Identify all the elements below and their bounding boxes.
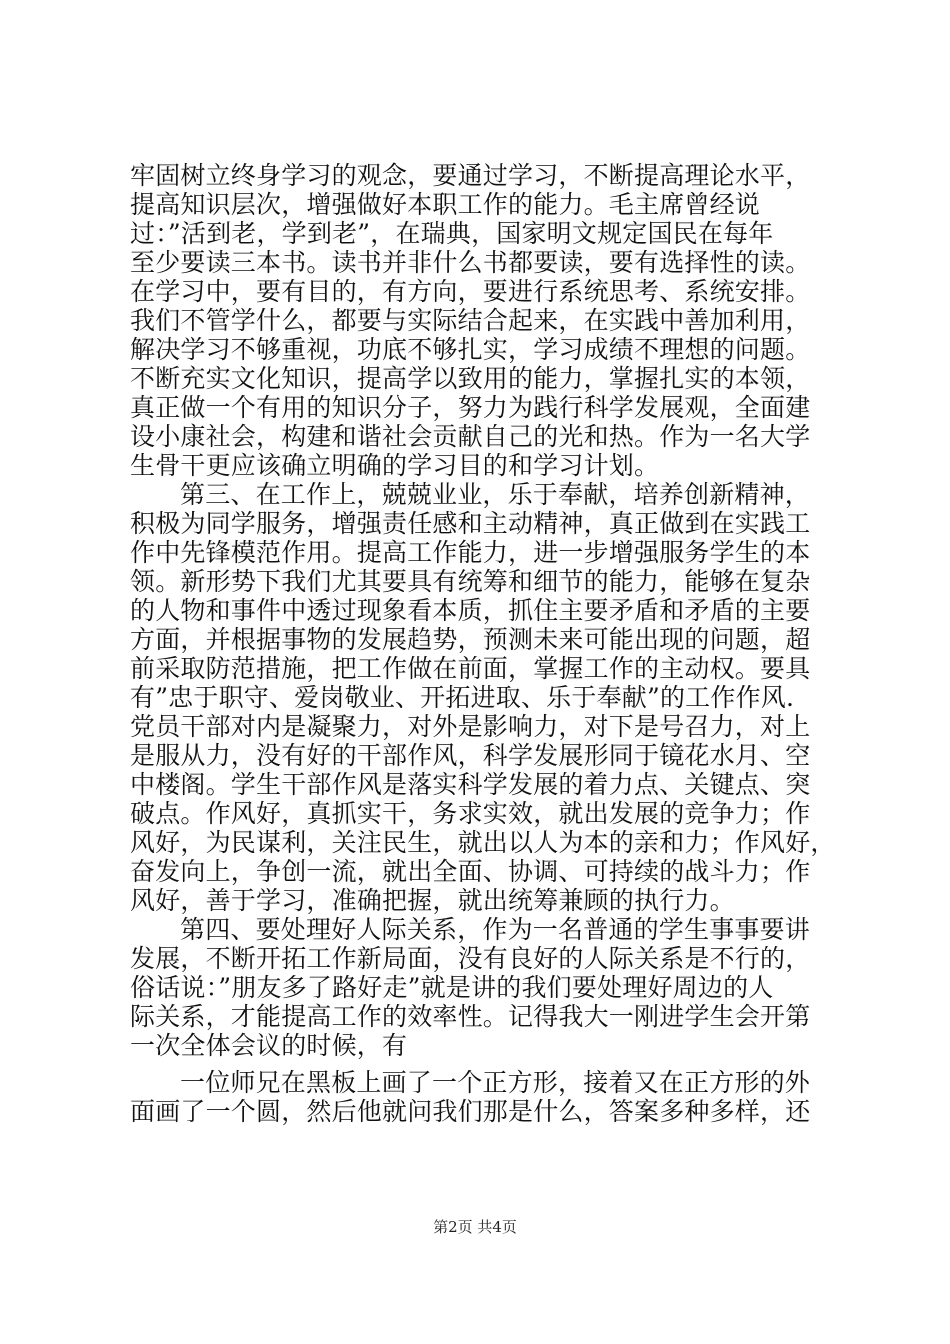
text-line: 际关系，才能提高工作的效率性。记得我大一刚进学生会开第 bbox=[130, 1002, 811, 1031]
text-line: 党员干部对内是凝聚力，对外是影响力，对下是号召力，对上 bbox=[130, 712, 811, 741]
text-line: 有”忠于职守、爱岗敬业、开拓进取、乐于奉献”的工作作风. bbox=[130, 683, 795, 712]
paragraph-start-line: 第三、在工作上，兢兢业业，乐于奉献，培养创新精神， bbox=[180, 480, 811, 509]
text-line: 风好，为民谋利，关注民生，就出以人为本的亲和力；作风好， bbox=[130, 828, 836, 857]
text-line: 奋发向上，争创一流，就出全面、协调、可持续的战斗力；作 bbox=[130, 857, 811, 886]
text-line: 面画了一个圆，然后他就问我们那是什么，答案多种多样，还 bbox=[130, 1097, 811, 1126]
text-line: 破点。作风好，真抓实干，务求实效，就出发展的竞争力；作 bbox=[130, 799, 811, 828]
text-line: 至少要读三本书。读书并非什么书都要读，要有选择性的读。 bbox=[130, 248, 811, 277]
document-body bbox=[130, 161, 836, 1126]
text-line: 我们不管学什么，都要与实际结合起来，在实践中善加利用， bbox=[130, 306, 811, 335]
text-line: 风好，善于学习，准确把握，就出统筹兼顾的执行力。 bbox=[130, 886, 735, 915]
text-line: 发展，不断开拓工作新局面，没有良好的人际关系是不行的， bbox=[130, 944, 811, 973]
text-line: 是服从力，没有好的干部作风，科学发展形同于镜花水月、空 bbox=[130, 741, 811, 770]
text-line: 中楼阁。学生干部作风是落实科学发展的着力点、关键点、突 bbox=[130, 770, 811, 799]
text-line: 领。新形势下我们尤其要具有统筹和细节的能力，能够在复杂 bbox=[130, 567, 811, 596]
text-line: 牢固树立终身学习的观念，要通过学习，不断提高理论水平， bbox=[130, 161, 811, 190]
text-line: 真正做一个有用的知识分子，努力为践行科学发展观，全面建 bbox=[130, 393, 811, 422]
text-line: 设小康社会，构建和谐社会贡献自己的光和热。作为一名大学 bbox=[130, 422, 811, 451]
text-line: 提高知识层次，增强做好本职工作的能力。毛主席曾经说 bbox=[130, 190, 761, 219]
text-line: 俗话说：”朋友多了路好走”就是讲的我们要处理好周边的人 bbox=[130, 973, 774, 1002]
page-number-footer: 第2页 共4页 bbox=[433, 1218, 517, 1236]
text-line: 前采取防范措施，把工作做在前面，掌握工作的主动权。要具 bbox=[130, 654, 811, 683]
text-line: 过：”活到老，学到老”，在瑞典，国家明文规定国民在每年 bbox=[130, 219, 774, 248]
paragraph-start-line: 一位师兄在黑板上画了一个正方形，接着又在正方形的外 bbox=[180, 1068, 811, 1097]
text-line: 作中先锋模范作用。提高工作能力，进一步增强服务学生的本 bbox=[130, 538, 811, 567]
text-line: 的人物和事件中透过现象看本质，抓住主要矛盾和矛盾的主要 bbox=[130, 596, 811, 625]
text-line: 解决学习不够重视，功底不够扎实，学习成绩不理想的问题。 bbox=[130, 335, 811, 364]
text-line: 一次全体会议的时候，有 bbox=[130, 1031, 408, 1060]
text-line: 积极为同学服务，增强责任感和主动精神，真正做到在实践工 bbox=[130, 509, 811, 538]
text-line: 生骨干更应该确立明确的学习目的和学习计划。 bbox=[130, 451, 660, 480]
text-line: 不断充实文化知识，提高学以致用的能力，掌握扎实的本领， bbox=[130, 364, 811, 393]
text-line: 在学习中，要有目的，有方向，要进行系统思考、系统安排。 bbox=[130, 277, 811, 306]
text-line: 方面，并根据事物的发展趋势，预测未来可能出现的问题，超 bbox=[130, 625, 811, 654]
paragraph-start-line: 第四、要处理好人际关系，作为一名普通的学生事事要讲 bbox=[180, 915, 811, 944]
